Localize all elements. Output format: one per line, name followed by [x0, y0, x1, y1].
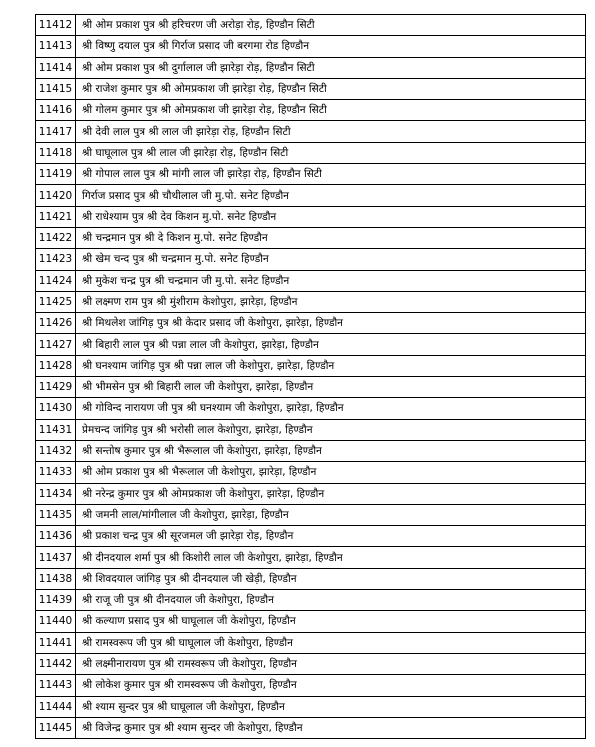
table-row: [36, 100, 586, 121]
member-detail-cell: श्री रामस्वरूप जी पुत्र श्री घाघूलाल जी केशोपुरा, हिण्डौन: [76, 632, 586, 653]
member-detail-cell: श्री श्याम सुन्दर पुत्र श्री घाघूलाल जी केशोपुरा, हिण्डौन: [76, 696, 586, 717]
serial-number-cell: 11429: [36, 377, 76, 398]
member-detail-cell: श्री विष्णु दयाल पुत्र श्री गिर्राज प्रसाद जी बरगमा रोड हिण्डौन: [76, 36, 586, 57]
serial-number-cell: 11413: [36, 36, 76, 57]
serial-number-cell: 11426: [36, 313, 76, 334]
serial-number-cell: 11431: [36, 419, 76, 440]
table-row: [36, 632, 586, 653]
serial-number-cell: 11425: [36, 291, 76, 312]
serial-number-cell: 11424: [36, 270, 76, 291]
serial-number-cell: 11423: [36, 249, 76, 270]
serial-number-cell: 11439: [36, 590, 76, 611]
table-row: [36, 483, 586, 504]
serial-number-cell: 11418: [36, 142, 76, 163]
member-detail-cell: श्री घाघूलाल पुत्र श्री लाल जी झारेड़ा रोड़, हिण्डौन सिटी: [76, 142, 586, 163]
table-row: [36, 185, 586, 206]
table-row: [36, 568, 586, 589]
serial-number-cell: 11436: [36, 526, 76, 547]
member-detail-cell: श्री चन्द्रमान पुत्र श्री दे किशन मु.पो. सनेट हिण्डौन: [76, 227, 586, 248]
table-row: [36, 526, 586, 547]
member-detail-cell: श्री ओम प्रकाश पुत्र श्री हरिचरण जी अरोड़ा रोड़, हिण्डौन सिटी: [76, 15, 586, 36]
member-table-body: [36, 15, 586, 739]
table-row: [36, 377, 586, 398]
member-detail-cell: श्री देवी लाल पुत्र श्री लाल जी झारेड़ा रोड़, हिण्डौन सिटी: [76, 121, 586, 142]
table-row: [36, 164, 586, 185]
serial-number-cell: 11415: [36, 78, 76, 99]
table-row: [36, 462, 586, 483]
table-row: [36, 611, 586, 632]
serial-number-cell: 11430: [36, 398, 76, 419]
member-list-sheet: [35, 14, 586, 739]
member-detail-cell: श्री शिवदयाल जांगिड़ पुत्र श्री दीनदयाल जी खेड़ी, हिण्डौन: [76, 568, 586, 589]
serial-number-cell: 11417: [36, 121, 76, 142]
serial-number-cell: 11440: [36, 611, 76, 632]
member-detail-cell: श्री मिथलेश जांगिड़ पुत्र श्री केदार प्रसाद जी केशोपुरा, झारेड़ा, हिण्डौन: [76, 313, 586, 334]
table-row: [36, 717, 586, 738]
table-row: [36, 249, 586, 270]
table-row: [36, 313, 586, 334]
member-table: [35, 14, 586, 739]
table-row: [36, 440, 586, 461]
serial-number-cell: 11414: [36, 57, 76, 78]
serial-number-cell: 11438: [36, 568, 76, 589]
serial-number-cell: 11434: [36, 483, 76, 504]
table-row: [36, 291, 586, 312]
member-detail-cell: श्री भीमसेन पुत्र श्री बिहारी लाल जी केशोपुरा, झारेड़ा, हिण्डौन: [76, 377, 586, 398]
member-detail-cell: श्री दीनदयाल शर्मा पुत्र श्री किशोरी लाल जी केशोपुरा, झारेड़ा, हिण्डौन: [76, 547, 586, 568]
serial-number-cell: 11427: [36, 334, 76, 355]
serial-number-cell: 11416: [36, 100, 76, 121]
member-detail-cell: प्रेमचन्द जांगिड़ पुत्र श्री भरोसी लाल केशोपुरा, झारेड़ा, हिण्डौन: [76, 419, 586, 440]
table-row: [36, 78, 586, 99]
table-row: [36, 57, 586, 78]
table-row: [36, 696, 586, 717]
member-detail-cell: श्री गोपाल लाल पुत्र श्री मांगी लाल जी झारेड़ा रोड़, हिण्डौन सिटी: [76, 164, 586, 185]
member-detail-cell: श्री लक्ष्मण राम पुत्र श्री मुंशीराम केशोपुरा, झारेड़ा, हिण्डौन: [76, 291, 586, 312]
serial-number-cell: 11444: [36, 696, 76, 717]
serial-number-cell: 11445: [36, 717, 76, 738]
member-detail-cell: श्री जमनी लाल/मांगीलाल जी केशोपुरा, झारेड़ा, हिण्डौन: [76, 504, 586, 525]
table-row: [36, 15, 586, 36]
table-row: [36, 504, 586, 525]
member-detail-cell: श्री राजू जी पुत्र श्री दीनदयाल जी केशोपुरा, हिण्डौन: [76, 590, 586, 611]
serial-number-cell: 11442: [36, 653, 76, 674]
member-detail-cell: श्री नरेन्द्र कुमार पुत्र श्री ओमप्रकाश जी केशोपुरा, झारेड़ा, हिण्डौन: [76, 483, 586, 504]
member-detail-cell: श्री गोलम कुमार पुत्र श्री ओमप्रकाश जी झारेड़ा रोड़, हिण्डौन सिटी: [76, 100, 586, 121]
member-detail-cell: श्री ओम प्रकाश पुत्र श्री दुर्गालाल जी झारेड़ा रोड़, हिण्डौन सिटी: [76, 57, 586, 78]
serial-number-cell: 11432: [36, 440, 76, 461]
serial-number-cell: 11420: [36, 185, 76, 206]
table-row: [36, 270, 586, 291]
serial-number-cell: 11443: [36, 675, 76, 696]
table-row: [36, 419, 586, 440]
table-row: [36, 227, 586, 248]
table-row: [36, 36, 586, 57]
member-detail-cell: श्री लोकेश कुमार पुत्र श्री रामस्वरूप जी केशोपुरा, हिण्डौन: [76, 675, 586, 696]
member-detail-cell: श्री राधेश्याम पुत्र श्री देव किशन मु.पो. सनेट हिण्डौन: [76, 206, 586, 227]
table-row: [36, 355, 586, 376]
table-row: [36, 334, 586, 355]
table-row: [36, 206, 586, 227]
serial-number-cell: 11437: [36, 547, 76, 568]
serial-number-cell: 11428: [36, 355, 76, 376]
member-detail-cell: श्री लक्ष्मीनारायण पुत्र श्री रामस्वरूप जी केशोपुरा, हिण्डौन: [76, 653, 586, 674]
member-detail-cell: श्री बिहारी लाल पुत्र श्री पन्ना लाल जी केशोपुरा, झारेड़ा, हिण्डौन: [76, 334, 586, 355]
table-row: [36, 653, 586, 674]
table-row: [36, 121, 586, 142]
member-detail-cell: श्री सन्तोष कुमार पुत्र श्री भैरूलाल जी केशोपुरा, झारेड़ा, हिण्डौन: [76, 440, 586, 461]
table-row: [36, 398, 586, 419]
member-detail-cell: श्री प्रकाश चन्द्र पुत्र श्री सूरजमल जी झारेड़ा रोड़, हिण्डौन: [76, 526, 586, 547]
member-detail-cell: श्री खेम चन्द पुत्र श्री चन्द्रमान मु.पो. सनेट हिण्डौन: [76, 249, 586, 270]
serial-number-cell: 11412: [36, 15, 76, 36]
table-row: [36, 590, 586, 611]
serial-number-cell: 11421: [36, 206, 76, 227]
serial-number-cell: 11419: [36, 164, 76, 185]
member-detail-cell: श्री कल्याण प्रसाद पुत्र श्री घाघूलाल जी केशोपुरा, हिण्डौन: [76, 611, 586, 632]
serial-number-cell: 11433: [36, 462, 76, 483]
table-row: [36, 675, 586, 696]
member-detail-cell: श्री ओम प्रकाश पुत्र श्री भैरूलाल जी केशोपुरा, झारेड़ा, हिण्डौन: [76, 462, 586, 483]
table-row: [36, 142, 586, 163]
member-detail-cell: गिर्राज प्रसाद पुत्र श्री चौथीलाल जी मु.पो. सनेट हिण्डौन: [76, 185, 586, 206]
member-detail-cell: श्री गोविन्द नारायण जी पुत्र श्री घनश्याम जी केशोपुरा, झारेड़ा, हिण्डौन: [76, 398, 586, 419]
serial-number-cell: 11435: [36, 504, 76, 525]
serial-number-cell: 11441: [36, 632, 76, 653]
member-detail-cell: श्री मुकेश चन्द्र पुत्र श्री चन्द्रमान जी मु.पो. सनेट हिण्डौन: [76, 270, 586, 291]
table-row: [36, 547, 586, 568]
member-detail-cell: श्री घनश्याम जांगिड़ पुत्र श्री पन्ना लाल जी केशोपुरा, झारेड़ा, हिण्डौन: [76, 355, 586, 376]
serial-number-cell: 11422: [36, 227, 76, 248]
member-detail-cell: श्री राजेश कुमार पुत्र श्री ओमप्रकाश जी झारेड़ा रोड़, हिण्डौन सिटी: [76, 78, 586, 99]
member-detail-cell: श्री विजेन्द्र कुमार पुत्र श्री श्याम सुन्दर जी केशोपुरा, हिण्डौन: [76, 717, 586, 738]
